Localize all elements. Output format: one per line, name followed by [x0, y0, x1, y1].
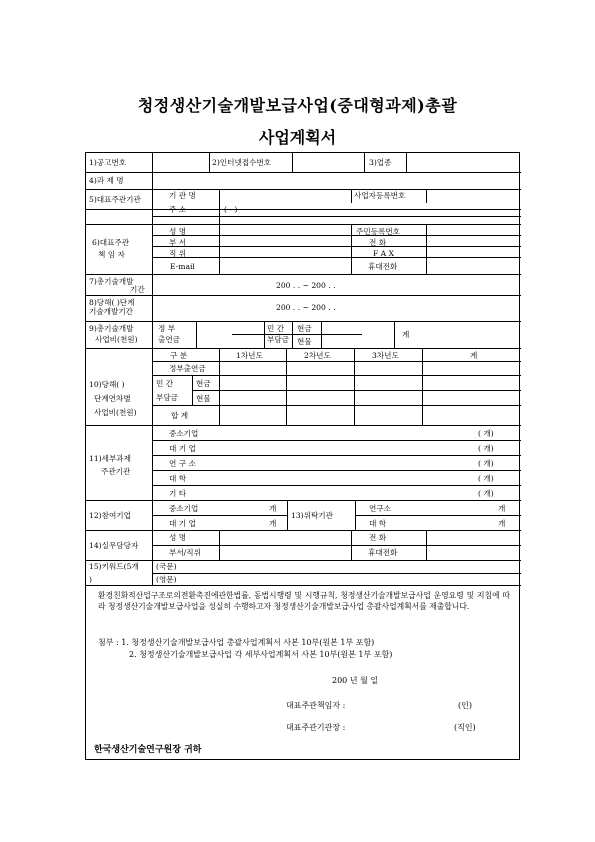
partner-large-label: 대 기 업 [169, 519, 196, 528]
biz-reg-label: 사업자등록번호 [354, 191, 406, 200]
gov-fund-label-1: 정 부 [158, 324, 176, 333]
manager-phone-label: 전 화 [369, 238, 387, 247]
partner-sme-unit: 개 [269, 504, 277, 513]
private-fund-label-1: 민 간 [267, 324, 285, 333]
contact-dept-label: 부서/직위 [169, 548, 201, 557]
year1-header: 1차년도 [236, 351, 263, 360]
contact-mobile-label: 휴대전화 [368, 548, 398, 557]
yearly-sum-label: 합 계 [171, 411, 189, 420]
lead-manager-label-1: 6)대표주관 [92, 238, 130, 247]
manager-ssn-label: 주민등록번호 [356, 227, 401, 236]
partner-large-unit: 개 [269, 519, 277, 528]
partner-label: 12)참여기업 [89, 511, 131, 520]
manager-fax-label: F A X [373, 249, 394, 258]
private-cash-label: 현금 [297, 324, 312, 333]
lead-manager-label-2: 책 임 자 [98, 250, 125, 259]
sub-task-label-1: 11)세부과제 [89, 454, 131, 463]
manager-email-label: E-mail [170, 262, 195, 271]
submission-date: 200 년 월 일 [332, 676, 379, 685]
stage-period-value: 200 . . ~ 200 . . [276, 303, 336, 312]
announce-no-label: 1)공고번호 [89, 158, 127, 167]
yearly-budget-label-1: 10)당해( ) [89, 380, 125, 389]
partner-sme-label: 중소기업 [169, 504, 199, 513]
sub-task-count-4: ( 개) [478, 474, 494, 483]
sub-task-label-2: 주관기관 [101, 467, 131, 476]
consign-label: 13)위탁기관 [291, 511, 333, 520]
yearly-budget-label-3: 사업비(천원) [94, 408, 137, 417]
form-subtitle: 사업계획서 [258, 128, 337, 147]
consign-lab-unit: 개 [498, 504, 506, 513]
yearly-private-label-1: 민 간 [156, 379, 174, 388]
sub-task-count-2: ( 개) [478, 444, 494, 453]
total-budget-sum-label: 계 [402, 330, 410, 339]
gov-fund-label-2: 출연금 [158, 335, 181, 344]
private-kind-label: 현물 [297, 337, 312, 346]
manager-position-label: 직 위 [169, 249, 187, 258]
stage-period-label-2: 기술개발기간 [89, 307, 134, 316]
keyword-label-2: ) [89, 575, 92, 584]
stage-period-label-1: 8)당해( )단계 [89, 298, 135, 307]
lead-org-head-sign-label: 대표주관기관장 : [286, 723, 346, 732]
sub-task-other: 기 타 [169, 489, 187, 498]
address-value: ( - ) [224, 205, 238, 214]
attachment-1: 첨부 : 1. 청정생산기술개발보급사업 총괄사업계획서 사본 10부(원본 1부 포함) [98, 638, 375, 647]
business-plan-form [85, 152, 520, 760]
industry-label: 3)업종 [369, 158, 392, 167]
sub-task-univ: 대 학 [169, 474, 187, 483]
yearly-private-label-2: 부담금 [156, 393, 179, 402]
submission-statement: 환경친화적산업구조로의전환촉진에관한법률, 동법시행령 및 시행규칙, 청정생산기술개발보급사업 운영요령 및 지침에 따라 청정생산기술개발보급사업을 성실히 수행하고자 청정생산기술개발보급사업 총괄사업계획서를 제출합니다. [98, 591, 510, 611]
keyword-korean-label: (국문) [156, 562, 177, 571]
yearly-cash-label: 현금 [196, 379, 211, 388]
org-name-label: 기 관 명 [169, 191, 196, 200]
lead-manager-sign-label: 대표주관책임자 : [286, 701, 346, 710]
lead-org-label: 5)대표주관기관 [89, 195, 141, 204]
manager-name-label: 성 명 [169, 227, 187, 236]
division-header: 구 분 [170, 351, 188, 360]
total-period-label-1: 7)총기술개발 [89, 277, 134, 286]
manager-mobile-label: 휴대전화 [368, 262, 398, 271]
total-period-label-2: 기간 [130, 285, 145, 294]
total-period-value: 200 . . ~ 200 . . [276, 281, 336, 290]
sub-task-lab: 연 구 소 [169, 459, 196, 468]
sub-task-sme: 중소기업 [169, 429, 199, 438]
year3-header: 3차년도 [372, 351, 399, 360]
keyword-label-1: 15)키워드(5개 [89, 562, 139, 571]
manager-dept-label: 부 서 [169, 238, 187, 247]
consign-univ-label: 대 학 [369, 519, 387, 528]
private-fund-label-2: 부담금 [267, 335, 290, 344]
total-budget-label-2: 사업비(천원) [95, 335, 138, 344]
consign-lab-label: 연구소 [369, 504, 392, 513]
contact-name-label: 성 명 [169, 533, 187, 542]
yearly-gov-label: 정부출연금 [169, 364, 206, 373]
year2-header: 2차년도 [304, 351, 331, 360]
yearly-kind-label: 현물 [196, 394, 211, 403]
contact-label: 14)실무담당자 [89, 541, 139, 550]
task-name-label: 4)과 제 명 [89, 176, 124, 185]
contact-phone-label: 전 화 [369, 533, 387, 542]
sub-task-large: 대 기 업 [169, 444, 196, 453]
form-title: 청정생산기술개발보급사업(중대형과제)총괄 [137, 96, 458, 115]
consign-univ-unit: 개 [498, 519, 506, 528]
lead-manager-seal: (인) [458, 701, 472, 710]
recipient: 한국생산기술연구원장 귀하 [94, 745, 202, 755]
keyword-english-label: (영문) [156, 575, 177, 584]
sub-task-count-3: ( 개) [478, 459, 494, 468]
yearly-total-header: 계 [470, 351, 478, 360]
internet-no-label: 2)인터넷접수번호 [212, 158, 272, 167]
lead-org-head-seal: (직인) [454, 723, 476, 732]
sub-task-count-1: ( 개) [478, 429, 494, 438]
yearly-budget-label-2: 단계연차별 [94, 394, 131, 403]
total-budget-label-1: 9)총기술개발 [89, 324, 134, 333]
attachment-2: 2. 청정생산기술개발보급사업 각 세부사업계획서 사본 10부(원본 1부 포함) [129, 650, 393, 659]
address-label: 주 소 [169, 205, 187, 214]
sub-task-count-5: ( 개) [478, 489, 494, 498]
